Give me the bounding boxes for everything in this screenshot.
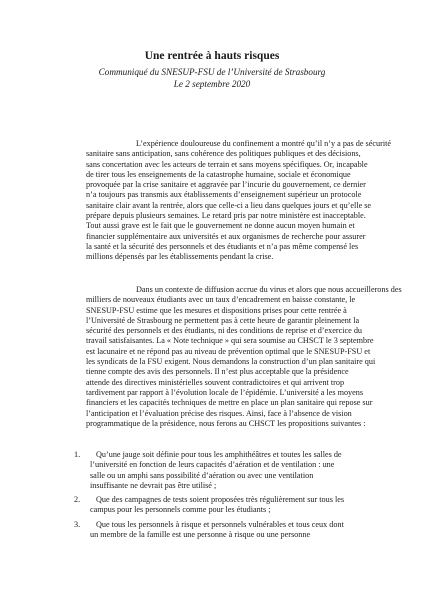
paragraph-line: provoquée par la crise sanitaire et aggravée par l’incurie du gouvernement, ce dernier <box>86 180 366 190</box>
paragraph-line: de tirer tous les enseignements de la catastrophe humaine, sociale et économique <box>86 169 351 179</box>
paragraph-line: attende des directives ministérielles souvent contradictoires et qui arrivent trop <box>86 377 345 387</box>
list-item-line: campus pour les personnels comme pour les étudiants ; <box>90 505 271 515</box>
paragraph-line: tardivement par rapport à l’évolution locale de l’épidémie. L’université a les moyens <box>86 387 364 397</box>
list-item-line: Que tous les personnels à risque et personnels vulnérables et tous ceux dont <box>96 519 344 529</box>
paragraph-intro <box>86 139 392 263</box>
paragraph-line: Tout aussi grave est le fait que le gouvernement ne donne aucun moyen humain et <box>86 221 355 231</box>
paragraph-line: n’a toujours pas transmis aux établissements d’enseignement supérieur un protocole <box>86 190 362 200</box>
list-item-number: 3. <box>74 519 81 529</box>
list-item-line: un membre de la famille est une personne à risque ou une personne <box>90 530 311 540</box>
paragraph-line: L’expérience douloureuse du confinement a montré qu’il n’y a pas de sécurité <box>136 139 392 148</box>
list-item <box>74 450 364 491</box>
proposals-list <box>74 450 364 540</box>
paragraph-line: tienne compte des avis des personnels. Il n’est plus acceptable que la présidence <box>86 367 349 377</box>
paragraph-line: est lacunaire et ne répond pas au niveau de prévention optimal que le SNESUP-FSU et <box>86 346 371 356</box>
paragraph-line: les syndicats de la FSU exigent. Nous demandons la construction d’un plan sanitaire qui <box>86 357 376 367</box>
list-item-number: 2. <box>74 495 81 505</box>
paragraph-line: programmatique de la présidence, nous ferons au CHSCT les propositions suivantes : <box>86 418 366 428</box>
paragraph-line: sanitaire sans anticipation, sans cohérence des politiques publiques et des décisions, <box>86 149 361 159</box>
document-title: Une rentrée à hauts risques <box>144 50 280 62</box>
paragraph-line: la santé et la sécurité des personnels et des étudiants et n’a pas même compensé les <box>86 241 359 251</box>
list-item-line: Qu’une jauge soit définie pour tous les amphithéâtres et toutes les salles de <box>96 450 342 459</box>
list-item-line: salle ou un amphi sans possibilité d’aération ou avec une ventilation <box>90 470 314 480</box>
paragraph-line: Dans un contexte de diffusion accrue du virus et alors que nous accueillerons des <box>136 285 402 294</box>
paragraph-line: travail satisfaisantes. La « Note technique » qui sera soumise au CHSCT le 3 septembre <box>86 336 374 346</box>
document-date: Le 2 septembre 2020 <box>173 79 251 89</box>
paragraph-line: financier supplémentaire aux universités et aux organismes de recherche pour assurer <box>86 231 366 241</box>
paragraph-line: sécurité des personnels et des étudiants, ni des conditions de reprise et d’exercice du <box>86 326 363 336</box>
paragraph-context <box>86 285 402 429</box>
list-item-line: insuffisante ne devrait pas être utilisé ; <box>90 480 217 490</box>
list-item-number: 1. <box>74 450 81 459</box>
list-item-line: l’université en fonction de leurs capacités d’aération et de ventilation : une <box>90 460 335 470</box>
paragraph-line: milliers de nouveaux étudiants avec un taux d’encadrement en baisse constante, le <box>86 295 356 305</box>
paragraph-line: millions dépensés par les établissements pendant la crise. <box>86 252 274 262</box>
paragraph-line: l’Université de Strasbourg ne permettent pas à cette heure de garantir pleinement la <box>86 315 360 325</box>
list-item <box>74 520 364 541</box>
list-item <box>74 495 364 516</box>
paragraph-line: SNESUP-FSU estime que les mesures et dispositions prises pour cette rentrée à <box>86 305 347 315</box>
paragraph-line: prépare depuis plusieurs semaines. Le retard pris par notre ministère est inacceptable. <box>86 211 366 221</box>
paragraph-line: l’anticipation et l’évaluation précise des risques. Ainsi, face à l’absence de vision <box>86 408 352 418</box>
paragraph-line: sanitaire clair avant la rentrée, alors que celle-ci a lieu dans quelques jours et qu’elle se <box>86 200 372 210</box>
document-subtitle: Communiqué du SNESUP-FSU de l’Université de Strasbourg <box>98 67 326 77</box>
list-item-line: Que des campagnes de tests soient proposées très régulièrement sur tous les <box>96 495 345 505</box>
paragraph-line: sans concertation avec les acteurs de terrain et sans moyens spécifiques. Or, incapable <box>86 159 368 169</box>
paragraph-line: financiers et les capacités techniques de mettre en place un plan sanitaire qui repose sur <box>86 398 373 408</box>
